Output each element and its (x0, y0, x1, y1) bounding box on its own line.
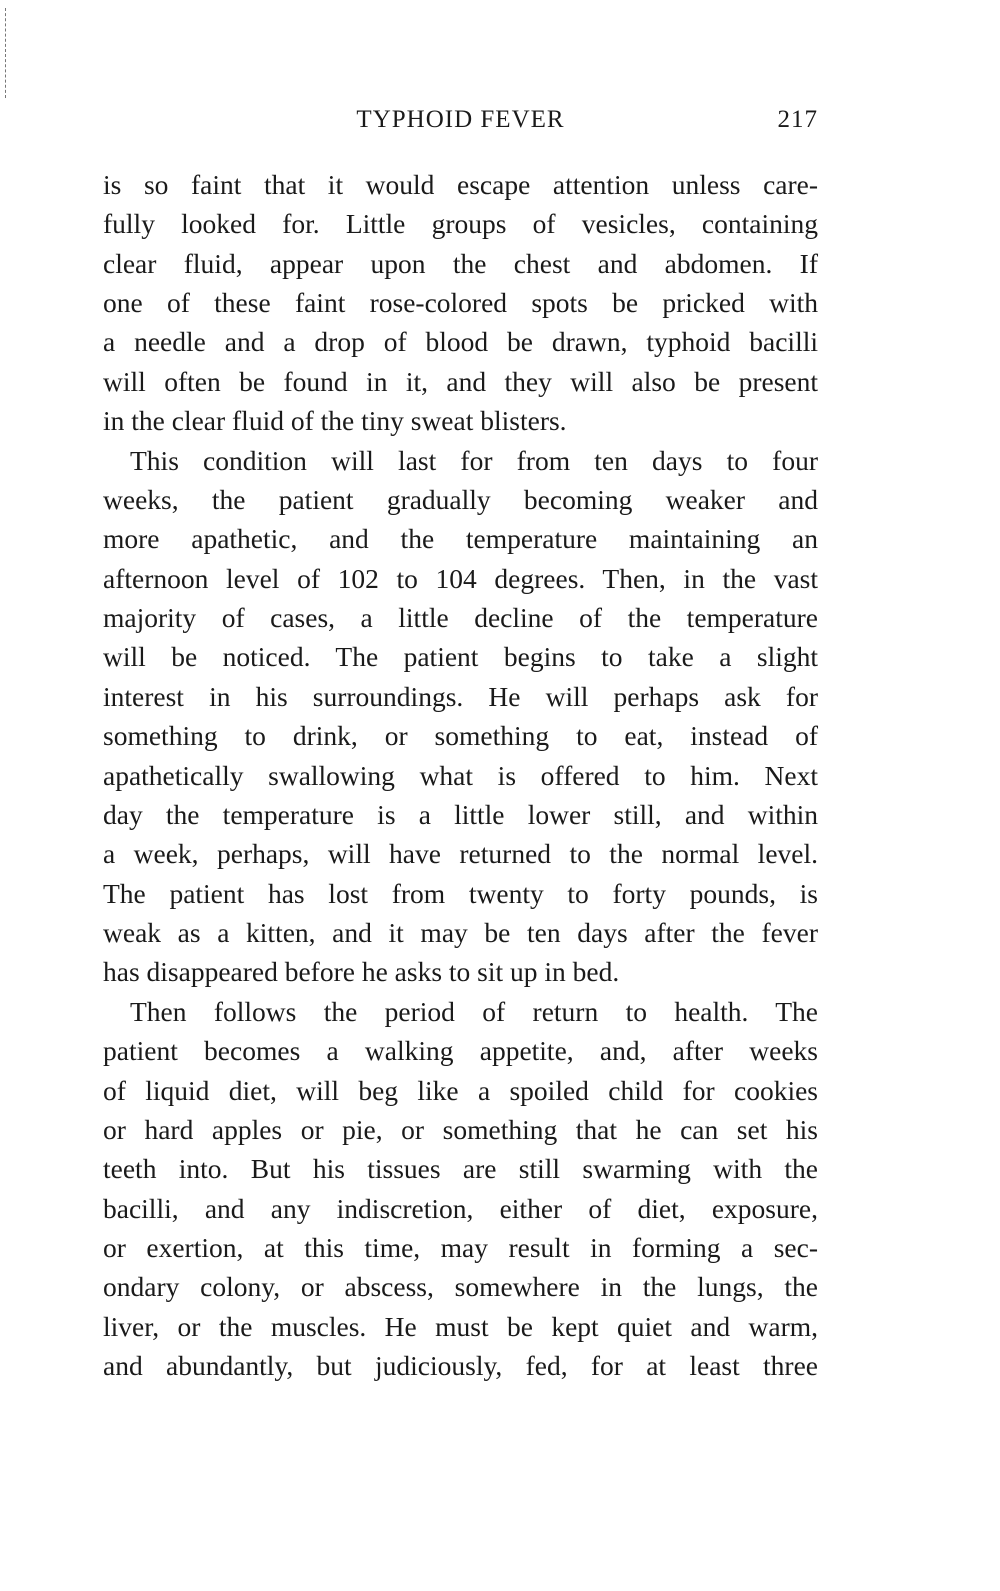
text-line: in the clear fluid of the tiny sweat blisters. (103, 405, 567, 437)
text-line: or hard apples or pie, or something that he can set his (103, 1113, 818, 1145)
text-line: a week, perhaps, will have returned to the normal level. (103, 838, 818, 870)
text-line: day the temperature is a little lower still, and within (103, 798, 818, 830)
text-line: and abundantly, but judiciously, fed, for at least three (103, 1350, 818, 1382)
text-line: ondary colony, or abscess, somewhere in the lungs, the (103, 1271, 818, 1303)
text-line: This condition will last for from ten days to four (130, 444, 818, 476)
text-line: weak as a kitten, and it may be ten days after the fever (103, 917, 818, 949)
text-line: clear fluid, appear upon the chest and abdomen. If (103, 247, 818, 279)
text-line: liver, or the muscles. He must be kept quiet and warm, (103, 1310, 818, 1342)
scan-edge-mark (5, 8, 7, 98)
text-line: teeth into. But his tissues are still swarming with the (103, 1153, 818, 1185)
text-line: afternoon level of 102 to 104 degrees. Then, in the vast (103, 562, 818, 594)
text-line: is so faint that it would escape attention unless care- (103, 169, 818, 200)
page-number: 217 (777, 106, 818, 133)
running-head (103, 106, 818, 140)
text-line: will often be found in it, and they will also be present (103, 365, 818, 397)
text-line: weeks, the patient gradually becoming weaker and (103, 483, 818, 515)
text-line: a needle and a drop of blood be drawn, typhoid bacilli (103, 326, 818, 358)
text-line: will be noticed. The patient begins to take a slight (103, 641, 818, 673)
text-line: one of these faint rose-colored spots be pricked with (103, 287, 818, 319)
text-line: majority of cases, a little decline of the temperature (103, 602, 818, 634)
text-line: has disappeared before he asks to sit up in bed. (103, 956, 620, 988)
text-line: apathetically swallowing what is offered to him. Next (103, 759, 818, 791)
text-line: bacilli, and any indiscretion, either of diet, exposure, (103, 1192, 818, 1224)
text-line: something to drink, or something to eat, instead of (103, 720, 818, 752)
text-line: Then follows the period of return to health. The (130, 995, 818, 1027)
text-line: or exertion, at this time, may result in forming a sec- (103, 1231, 818, 1263)
running-title: TYPHOID FEVER (356, 106, 565, 133)
text-line: The patient has lost from twenty to forty pounds, is (103, 877, 818, 909)
text-line: interest in his surroundings. He will perhaps ask for (103, 680, 818, 712)
text-line: more apathetic, and the temperature maintaining an (103, 523, 818, 555)
text-line: fully looked for. Little groups of vesicles, containing (103, 208, 818, 240)
text-line: of liquid diet, will beg like a spoiled child for cookies (103, 1074, 818, 1106)
text-line: patient becomes a walking appetite, and, after weeks (103, 1035, 818, 1067)
